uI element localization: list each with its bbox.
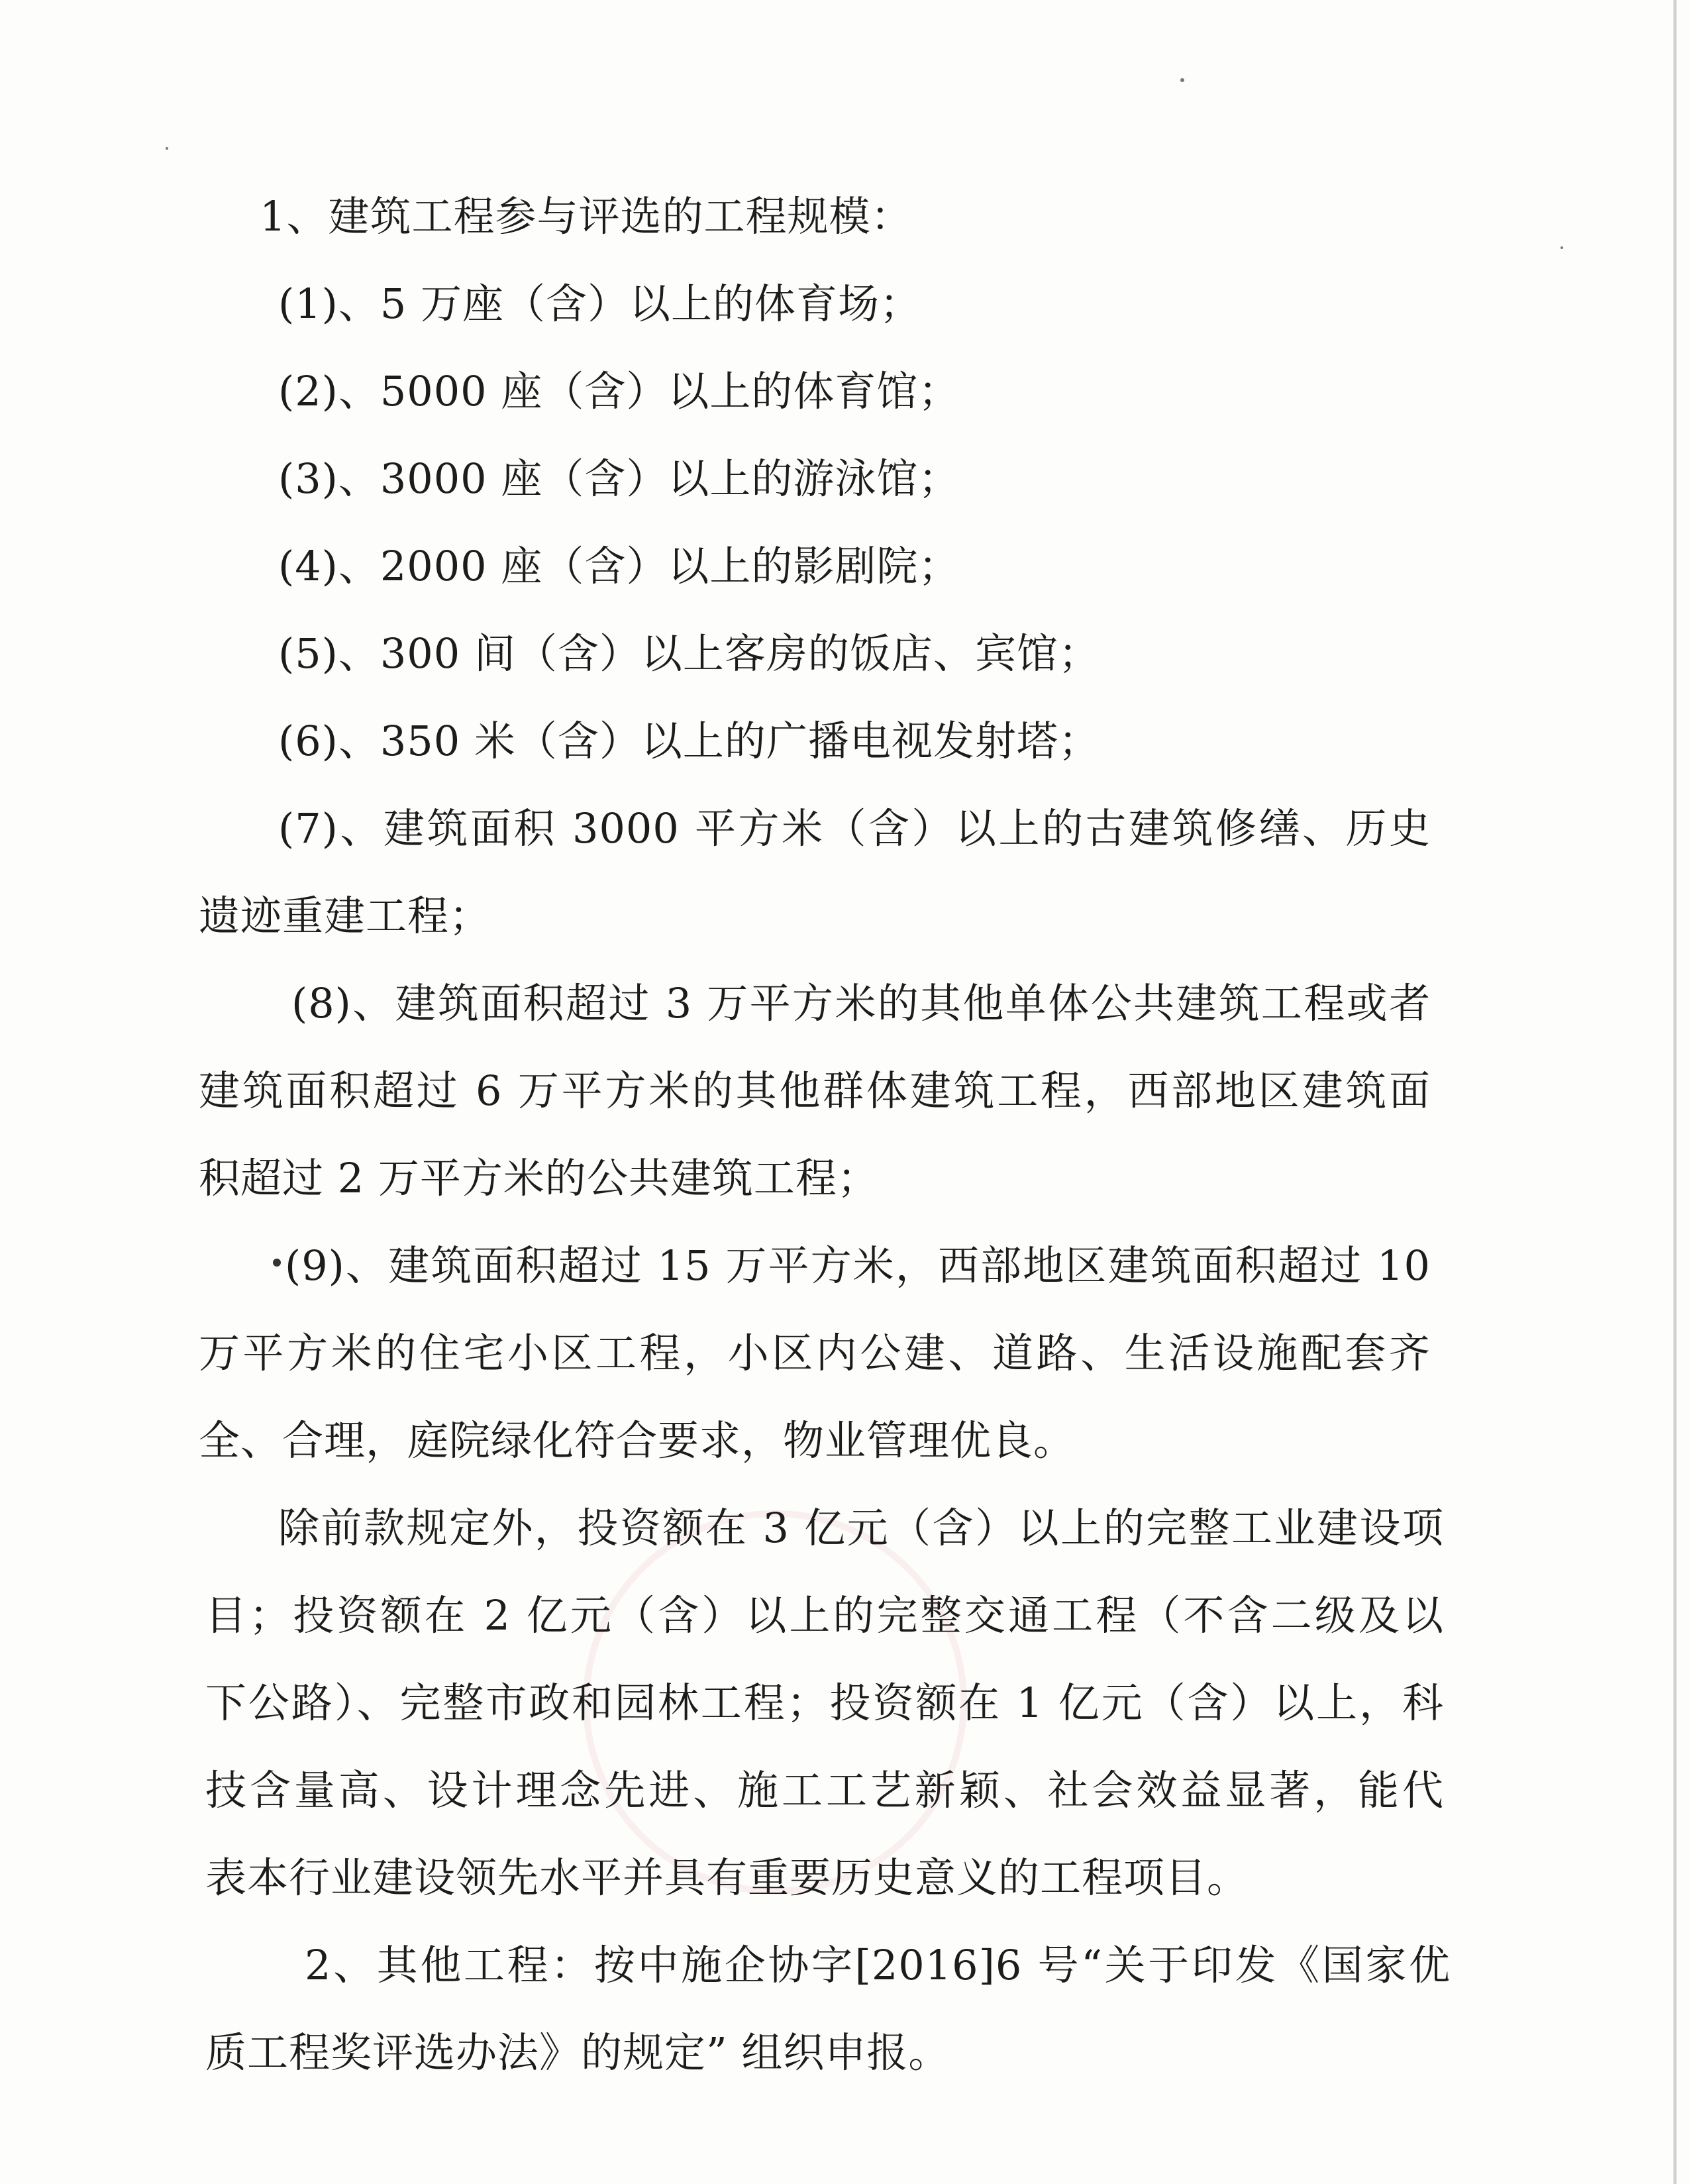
scan-speck [166,147,168,150]
list-item-7-line-2: 遗迹重建工程； [199,892,491,940]
paragraph-2-line-1: 除前款规定外，投资额在 3 亿元（含）以上的完整工业建设项 [278,1504,1444,1552]
scan-edge-shadow [1673,0,1677,2184]
list-item-4: (4)、2000 座（含）以上的影剧院； [278,542,960,590]
item-2-line-2: 质工程奖评选办法》的规定” 组织申报。 [205,2028,950,2077]
list-item-8-line-3: 积超过 2 万平方米的公共建筑工程； [199,1154,879,1202]
scan-speck [1180,78,1184,82]
scan-speck [1561,246,1563,249]
paragraph-2-line-4: 技含量高、设计理念先进、施工工艺新颖、社会效益显著，能代 [205,1766,1444,1814]
scan-speck [273,1259,281,1267]
list-item-1: (1)、5 万座（含）以上的体育场； [278,280,921,328]
list-item-8-line-1: (8)、建筑面积超过 3 万平方米的其他单体公共建筑工程或者 [291,979,1431,1027]
paragraph-2-line-5: 表本行业建设领先水平并具有重要历史意义的工程项目。 [205,1853,1249,1902]
list-item-7-line-1: (7)、建筑面积 3000 平方米（含）以上的古建筑修缮、历史 [278,804,1431,853]
list-item-8-line-2: 建筑面积超过 6 万平方米的其他群体建筑工程，西部地区建筑面 [199,1066,1431,1115]
list-item-2: (2)、5000 座（含）以上的体育馆； [278,367,960,415]
list-item-3: (3)、3000 座（含）以上的游泳馆； [278,454,960,503]
paragraph-2-line-2: 目；投资额在 2 亿元（含）以上的完整交通工程（不含二级及以 [205,1591,1444,1639]
list-item-6: (6)、350 米（含）以上的广播电视发射塔； [278,717,1100,765]
heading-item-1: 1、建筑工程参与评选的工程规模： [260,192,913,240]
paragraph-2-line-3: 下公路）、完整市政和园林工程；投资额在 1 亿元（含）以上，科 [205,1679,1444,1727]
list-item-9-line-2: 万平方米的住宅小区工程，小区内公建、道路、生活设施配套齐 [199,1329,1431,1377]
list-item-9-line-3: 全、合理，庭院绿化符合要求，物业管理优良。 [199,1416,1076,1465]
list-item-9-line-1: (9)、建筑面积超过 15 万平方米，西部地区建筑面积超过 10 [285,1241,1431,1290]
item-2-line-1: 2、其他工程：按中施企协字[2016]6 号“关于印发《国家优 [305,1941,1451,1989]
list-item-5: (5)、300 间（含）以上客房的饭店、宾馆； [278,629,1100,678]
